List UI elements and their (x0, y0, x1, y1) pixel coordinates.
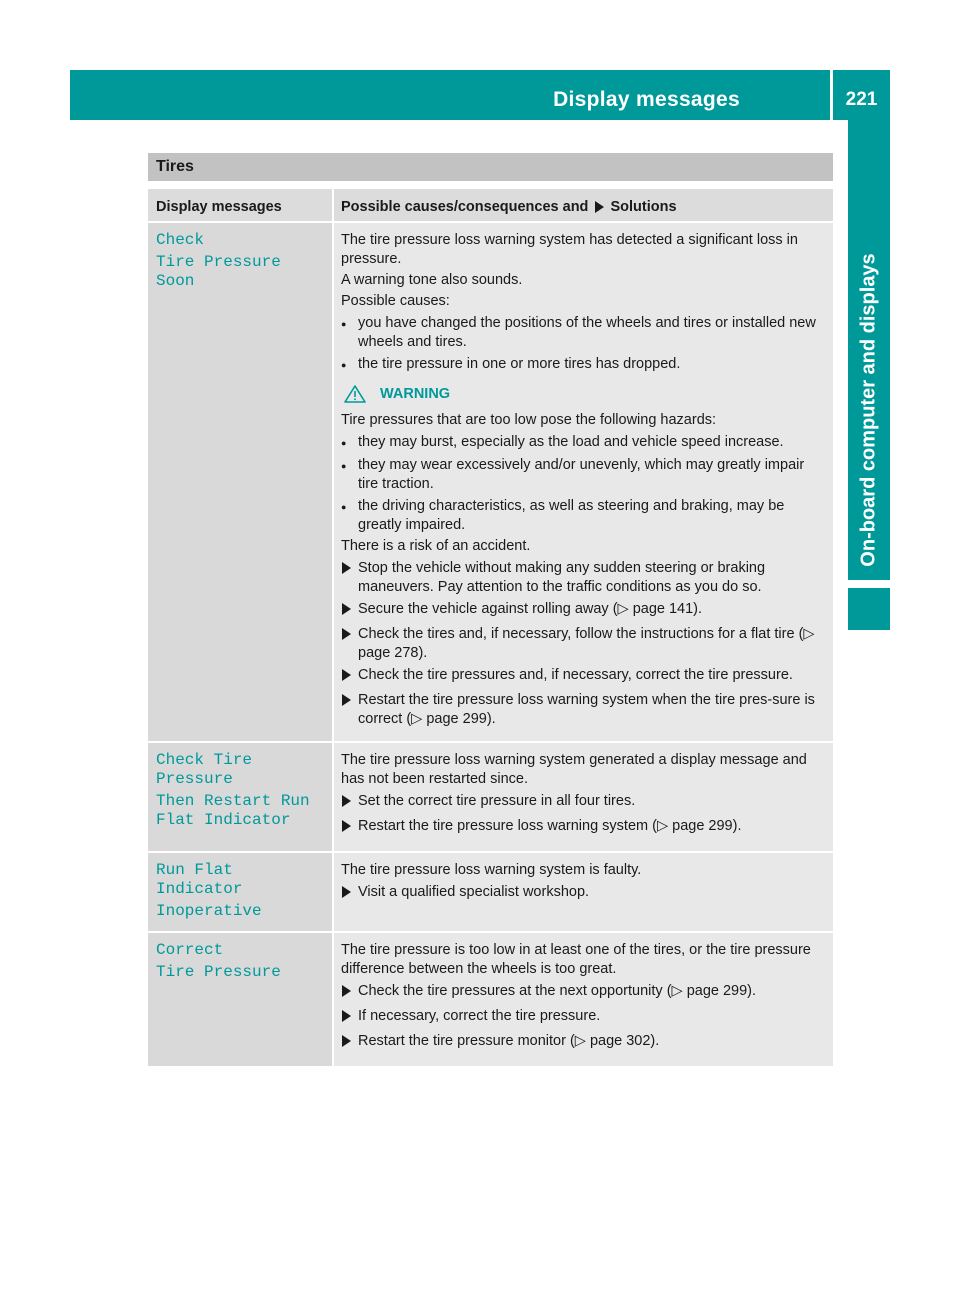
section-bar (148, 153, 833, 181)
paragraph: The tire pressure loss warning system has detected a significant loss in pressure. (341, 232, 798, 267)
arrow-right-icon (341, 666, 358, 688)
display-message (148, 223, 334, 741)
instruction-step (341, 982, 827, 1004)
step-text: Restart the tire pressure monitor (▷ page 302). (358, 1033, 660, 1049)
arrow-right-icon (341, 792, 358, 814)
paragraph: A warning tone also sounds. (341, 272, 523, 288)
display-message-line: Check Tire Pressure (156, 751, 253, 788)
display-message (148, 853, 334, 931)
instruction-step (341, 1032, 827, 1054)
bullet-item (341, 497, 827, 535)
instruction-step (341, 691, 827, 729)
bullet-item (341, 314, 827, 352)
paragraph: The tire pressure loss warning system generated a display message and has not been restarted since. (341, 752, 807, 787)
message-solution (334, 743, 833, 851)
arrow-right-icon (341, 982, 358, 1004)
messages-table (148, 189, 833, 1068)
bullet-icon: ● (341, 502, 347, 512)
section-title: Tires (156, 158, 194, 175)
step-text: Check the tires and, if necessary, follow the instructions for a flat tire (▷ page 278). (358, 626, 815, 661)
paragraph: The tire pressure is too low in at least one of the tires, or the tire pressure difference between the wheels is too great. (341, 942, 811, 977)
bullet-text: they may burst, especially as the load and vehicle speed increase. (358, 434, 784, 450)
step-text: Visit a qualified specialist workshop. (358, 884, 590, 900)
bullet-item (341, 456, 827, 494)
table-row (148, 853, 833, 933)
instruction-step (341, 666, 827, 688)
chapter-marker (848, 588, 890, 630)
message-solution (334, 223, 833, 741)
chapter-label: On-board computer and displays (857, 253, 880, 567)
display-message-line: Tire Pressure (156, 963, 281, 981)
arrow-right-icon (341, 691, 358, 729)
bullet-item (341, 433, 827, 453)
arrow-right-icon (341, 625, 358, 663)
step-text: Check the tire pressures and, if necessary, correct the tire pressure. (358, 667, 793, 683)
instruction-step (341, 883, 827, 905)
instruction-step (341, 559, 827, 597)
paragraph: There is a risk of an accident. (341, 538, 531, 554)
bullet-icon: ● (341, 319, 347, 329)
instruction-step (341, 792, 827, 814)
bullet-icon: ● (341, 438, 347, 448)
step-text: Secure the vehicle against rolling away (▷ page 141). (358, 601, 703, 617)
display-message-line: Run Flat Indicator (156, 861, 243, 898)
paragraph: Possible causes: (341, 293, 450, 309)
instruction-step (341, 625, 827, 663)
paragraph: Tire pressures that are too low pose the following hazards: (341, 412, 717, 428)
bullet-text: they may wear excessively and/or unevenly, which may greatly impair tire traction. (358, 457, 805, 492)
arrow-right-icon (341, 1007, 358, 1029)
table-row (148, 933, 833, 1068)
step-text: Check the tire pressures at the next opportunity (▷ page 299). (358, 983, 757, 999)
bullet-icon: ● (341, 461, 347, 471)
step-text: Stop the vehicle without making any sudden steering or braking maneuvers. Pay attention to the traffic conditions as you do so. (358, 560, 766, 595)
col-header-solutions-label: Solutions (610, 199, 677, 215)
col-header-solutions (334, 189, 833, 221)
arrow-right-icon (341, 600, 358, 622)
bullet-text: the driving characteristics, as well as steering and braking, may be greatly impaired. (358, 498, 785, 533)
warning-triangle-icon (344, 385, 366, 403)
instruction-step (341, 817, 827, 839)
display-message-line: Tire Pressure Soon (156, 253, 281, 290)
col-header-causes: Possible causes/consequences and (341, 199, 589, 215)
page-header (70, 70, 890, 120)
warning-label: WARNING (380, 386, 451, 402)
table-row (148, 223, 833, 743)
step-text: Restart the tire pressure loss warning system (▷ page 299). (358, 818, 742, 834)
display-message-line: Then Restart Run Flat Indicator (156, 792, 310, 829)
warning-heading (341, 385, 827, 403)
display-message-line: Check (156, 231, 205, 249)
display-message (148, 743, 334, 851)
message-solution (334, 933, 833, 1066)
arrow-right-icon (341, 883, 358, 905)
table-body (148, 223, 833, 1068)
bullet-icon: ● (341, 360, 347, 370)
instruction-step (341, 600, 827, 622)
message-solution (334, 853, 833, 931)
page-number: 221 (845, 89, 878, 110)
col-header-messages: Display messages (148, 189, 334, 221)
arrow-right-icon (341, 1032, 358, 1054)
bullet-item (341, 355, 827, 375)
arrow-right-icon (341, 817, 358, 839)
arrow-right-icon (341, 559, 358, 597)
step-text: Restart the tire pressure loss warning system when the tire pres-sure is correct (▷ page 299). (358, 692, 815, 727)
instruction-step (341, 1007, 827, 1029)
table-row (148, 743, 833, 853)
header-title: Display messages (553, 88, 740, 111)
bullet-text: you have changed the positions of the wheels and tires or installed new wheels and tires. (358, 315, 816, 350)
display-message (148, 933, 334, 1066)
bullet-text: the tire pressure in one or more tires has dropped. (358, 356, 681, 372)
step-text: Set the correct tire pressure in all four tires. (358, 793, 636, 809)
arrow-right-icon (594, 201, 604, 213)
display-message-line: Inoperative (156, 902, 262, 920)
display-message-line: Correct (156, 941, 224, 959)
table-header-row (148, 189, 833, 223)
step-text: If necessary, correct the tire pressure. (358, 1008, 601, 1024)
paragraph: The tire pressure loss warning system is faulty. (341, 862, 642, 878)
